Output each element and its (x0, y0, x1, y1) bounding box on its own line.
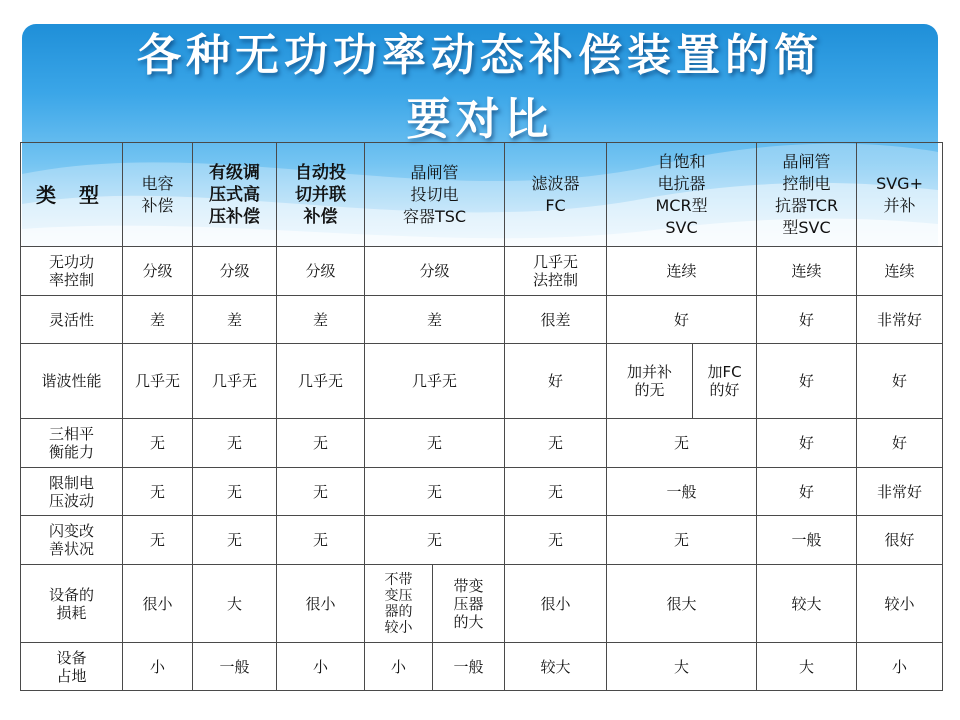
table-cell: 连续 (857, 247, 943, 296)
table-cell: 好 (505, 344, 607, 419)
table-row-flexibility (21, 296, 943, 344)
table-cell: 很大 (607, 565, 757, 643)
table-cell: 较大 (505, 643, 607, 691)
table-cell: 大 (193, 565, 277, 643)
table-cell: 几乎无 (277, 344, 365, 419)
table-cell: 较小 (857, 565, 943, 643)
table-cell: 不带 变压 器的 较小 (365, 565, 433, 643)
table-cell: 无 (193, 419, 277, 468)
table-cell: 无 (505, 419, 607, 468)
table-cell: 无 (365, 419, 505, 468)
table-row-voltage-limit (21, 468, 943, 516)
table-cell: 无 (607, 516, 757, 565)
table-cell: 无 (123, 419, 193, 468)
header-row (21, 143, 943, 247)
table-cell: 无 (277, 419, 365, 468)
table-cell: 很差 (505, 296, 607, 344)
row-label: 闪变改 善状况 (21, 516, 123, 565)
table-cell: 很小 (123, 565, 193, 643)
table-cell: 小 (123, 643, 193, 691)
table-cell: 无 (607, 419, 757, 468)
row-label: 三相平 衡能力 (21, 419, 123, 468)
table-cell: 较大 (757, 565, 857, 643)
table-cell: 差 (277, 296, 365, 344)
table-cell: 几乎无 (123, 344, 193, 419)
table-cell: 分级 (365, 247, 505, 296)
row-label: 限制电 压波动 (21, 468, 123, 516)
table-cell: 无 (365, 468, 505, 516)
table-cell: 好 (857, 344, 943, 419)
table-cell: 无 (123, 516, 193, 565)
header-auto-switch: 自动投 切并联 补偿 (277, 143, 365, 247)
row-label: 谐波性能 (21, 344, 123, 419)
table-cell: 加并补 的无 (607, 344, 693, 419)
table-cell: 好 (857, 419, 943, 468)
table-cell: 加FC 的好 (693, 344, 757, 419)
table-cell: 连续 (607, 247, 757, 296)
table-cell: 小 (857, 643, 943, 691)
header-svg: SVG+ 并补 (857, 143, 943, 247)
table-cell: 一般 (193, 643, 277, 691)
table-cell: 无 (277, 468, 365, 516)
table-cell: 几乎无 法控制 (505, 247, 607, 296)
table-cell: 一般 (433, 643, 505, 691)
header-mcr: 自饱和 电抗器 MCR型 SVC (607, 143, 757, 247)
table-cell: 大 (607, 643, 757, 691)
title-line-1: 各种无功功率动态补偿装置的简 (137, 30, 823, 81)
table-cell: 小 (365, 643, 433, 691)
comparison-table (20, 142, 943, 691)
table-cell: 好 (757, 419, 857, 468)
table-cell: 几乎无 (193, 344, 277, 419)
table-cell: 非常好 (857, 296, 943, 344)
table-row-area (21, 643, 943, 691)
table-cell: 大 (757, 643, 857, 691)
table-cell: 很小 (505, 565, 607, 643)
table-cell: 好 (757, 468, 857, 516)
table-cell: 无 (365, 516, 505, 565)
table-cell: 一般 (607, 468, 757, 516)
table-cell: 无 (505, 468, 607, 516)
table-cell: 很好 (857, 516, 943, 565)
title-line-2: 要对比 (406, 94, 554, 145)
table-cell: 好 (757, 296, 857, 344)
table-cell: 很小 (277, 565, 365, 643)
table-cell: 分级 (277, 247, 365, 296)
row-label: 灵活性 (21, 296, 123, 344)
table-cell: 差 (193, 296, 277, 344)
table-row-loss (21, 565, 943, 643)
table-cell: 带变 压器 的大 (433, 565, 505, 643)
table-cell: 差 (365, 296, 505, 344)
table-cell: 无 (277, 516, 365, 565)
table-row-three-phase (21, 419, 943, 468)
table-cell: 连续 (757, 247, 857, 296)
header-capacitor: 电容 补偿 (123, 143, 193, 247)
table-cell: 非常好 (857, 468, 943, 516)
table-cell: 几乎无 (365, 344, 505, 419)
page-title (22, 24, 938, 152)
table-cell: 无 (505, 516, 607, 565)
table-cell: 无 (193, 468, 277, 516)
table-cell: 小 (277, 643, 365, 691)
header-tcr: 晶闸管 控制电 抗器TCR 型SVC (757, 143, 857, 247)
table-cell: 无 (193, 516, 277, 565)
row-label: 无功功 率控制 (21, 247, 123, 296)
table-cell: 差 (123, 296, 193, 344)
header-stepped: 有级调 压式高 压补偿 (193, 143, 277, 247)
table-cell: 分级 (193, 247, 277, 296)
header-type: 类 型 (21, 143, 123, 247)
header-fc: 滤波器 FC (505, 143, 607, 247)
row-label: 设备 占地 (21, 643, 123, 691)
table-row-control (21, 247, 943, 296)
table-cell: 分级 (123, 247, 193, 296)
table-row-harmonic (21, 344, 943, 419)
table-cell: 一般 (757, 516, 857, 565)
table-row-flicker (21, 516, 943, 565)
table-cell: 好 (757, 344, 857, 419)
table-cell: 无 (123, 468, 193, 516)
table-cell: 好 (607, 296, 757, 344)
header-tsc: 晶闸管 投切电 容器TSC (365, 143, 505, 247)
row-label: 设备的 损耗 (21, 565, 123, 643)
